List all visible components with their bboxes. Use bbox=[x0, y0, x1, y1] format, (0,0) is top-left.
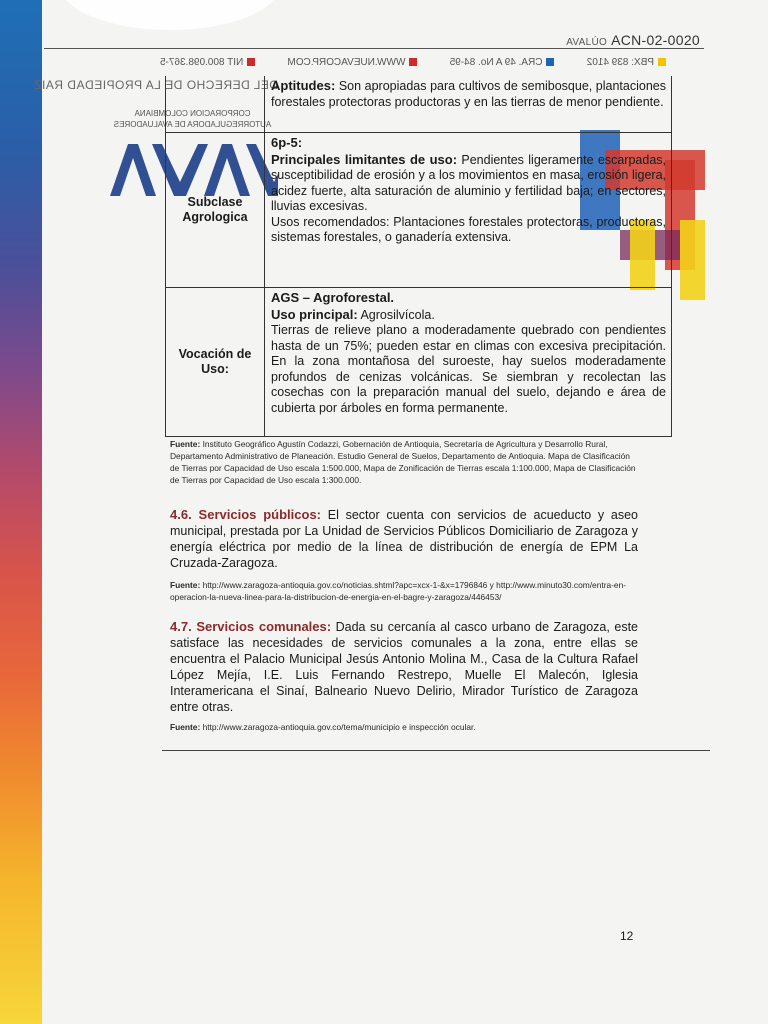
section-servicios-comunales: 4.7. Servicios comunales: Dada su cercanía al casco urbano de Zaragoza, este satisface las necesidades de servicios comunales a la zona, entre ellas se encuentra el Palacio Municipal Jesús Antonio Molina M., Casa de la Cultura Rafael López Mejía, I.E. Luis Fernando Restrepo, Muelle El Malecón, Iglesia Interamericana el Sinaí, Balneario Nuevo Delirio, Mirador Turístico de Zaragoza entre otras. bbox=[170, 619, 638, 714]
code-value: ACN-02-0020 bbox=[611, 32, 700, 48]
content-line: AGS – Agroforestal. bbox=[271, 290, 395, 305]
section-servicios-publicos: 4.6. Servicios públicos: El sector cuenta con servicios de acueducto y aseo municipal, prestada por La Unidad de Servicios Públicos Domiciliario de Zaragoza y energía eléctrica por medio de la línea de distribución de energía de EPM La Cruzada-Zaragoza. bbox=[170, 507, 638, 570]
color-square bbox=[409, 58, 417, 66]
land-classification-table bbox=[165, 76, 672, 437]
section-heading: 4.7. Servicios comunales: bbox=[170, 619, 332, 634]
color-square bbox=[547, 58, 555, 66]
page-number: 12 bbox=[620, 929, 634, 943]
document-code bbox=[566, 32, 700, 48]
content-line: 6p-5: bbox=[271, 135, 303, 150]
footer-rule bbox=[162, 750, 710, 751]
section-46-source: Fuente: http://www.zaragoza-antioquia.gov.co/noticias.shtml?apc=xcx-1-&x=1796846 y http://www.minuto30.com/entra-en-operacion-la-nueva-linea-para-la-distribucion-de-energia-en-el-bagre-y-zaragoza/446453/ bbox=[170, 580, 627, 602]
bleed-through-text: DEL DERECHO DE LA PROPIEDAD RAIZ bbox=[33, 78, 278, 92]
color-square bbox=[658, 58, 666, 66]
page-curl bbox=[60, 0, 280, 30]
header-rule bbox=[44, 48, 704, 49]
color-stripe bbox=[0, 0, 42, 1024]
bleed-through-item: WWW.NUEVACORP.COM bbox=[287, 57, 421, 68]
row-content bbox=[265, 133, 671, 287]
bleed-through-item: NIT 800.098.367-5 bbox=[160, 57, 259, 68]
bleed-through-corporation: CORPORACION COLOMBIANA AUTORREGULADORA DE AVALUADORES bbox=[113, 109, 272, 129]
bleed-through-item: CRA. 49 A No. 84-95 bbox=[450, 57, 559, 68]
table-source: Fuente: Instituto Geográfico Agustín Codazzi, Gobernación de Antioquia, Secretaría de Agricultura y Desarrollo Rural, Departamento Administrativo de Planeación. Estudio General de Suelos, Departamento de Antioquia. Mapa de Clasificación de Tierras por Capacidad de Uso escala 1:500.000, Mapa de Zonificación de Tierras escala 1:100.000, Mapa de Clasificación de Tierras por Capacidad de Uso escala 1:300.000. bbox=[170, 439, 636, 485]
code-prefix: AVALÚO bbox=[566, 37, 608, 48]
content-line: Uso principal: Agrosilvícola. bbox=[271, 306, 435, 322]
table-row bbox=[166, 133, 671, 288]
color-square bbox=[247, 58, 255, 66]
section-heading: 4.6. Servicios públicos: bbox=[170, 507, 322, 522]
table-row bbox=[166, 76, 671, 133]
row-label bbox=[166, 76, 265, 132]
row-label: Vocación de Uso: bbox=[166, 288, 265, 436]
content-line: Tierras de relieve plano a moderadamente quebrado con pendientes hasta de un 75%; pueden estar en climas con excesiva precipitación. En la zona montañosa del suroeste, hay suelos moderadamente profundos de cenizas volcánicas. Se siembran y recolectan las cosechas con la preparación manual del suelo, dejando e área de cubierta por árboles en forma permanente. bbox=[271, 323, 666, 415]
content-line: Aptitudes: Son apropiadas para cultivos de semibosque, plantaciones forestales protectoras productoras y en las tierras de menor pendiente. bbox=[271, 78, 666, 109]
row-content bbox=[265, 288, 671, 436]
row-label: Subclase Agrologica bbox=[166, 133, 265, 287]
row-content bbox=[265, 76, 671, 132]
table-row bbox=[166, 288, 671, 437]
bleed-through-contact-strip bbox=[160, 55, 670, 69]
content-line: Principales limitantes de uso: Pendientes ligeramente escarpadas, susceptibilidad de erosión y a los movimientos en masa, erosión ligera, acidez fuerte, alta saturación de aluminio y fertilidad baja; en sectores, lluvias excesivas. bbox=[271, 151, 666, 213]
section-47-source: Fuente: http://www.zaragoza-antioquia.gov.co/tema/municipio e inspección ocular. bbox=[170, 722, 476, 732]
bleed-through-item: PBX: 839 4102 bbox=[587, 57, 670, 68]
content-line: Usos recomendados: Plantaciones forestales protectoras, productoras, sistemas forestales, o ganadería extensiva. bbox=[271, 214, 666, 244]
